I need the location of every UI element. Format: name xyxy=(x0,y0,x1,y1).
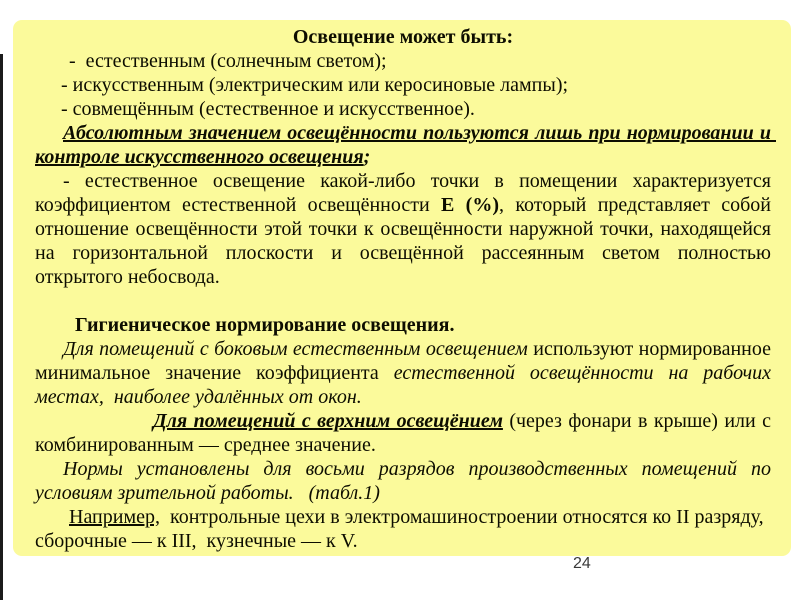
paragraph xyxy=(35,169,776,289)
text-run: Абсолютным значением освещённости пользуются лишь при нормировании и контроле искусственного освещения xyxy=(35,122,776,168)
paragraph xyxy=(35,457,776,505)
slide-title xyxy=(35,25,771,49)
paragraph xyxy=(35,121,776,169)
slide-text-box xyxy=(13,20,791,556)
paragraph xyxy=(35,505,774,553)
paragraph xyxy=(35,49,771,73)
page-number: 24 xyxy=(573,555,591,572)
blank-line xyxy=(35,289,771,313)
text-run: - естественным (солнечным светом); xyxy=(69,50,387,72)
text-run: Гигиеническое нормирование освещения. xyxy=(75,314,455,336)
paragraph xyxy=(35,73,771,97)
text-run: используют нормированное минимальное значение коэффициента xyxy=(35,338,776,384)
text-run: Для помещений с верхним освещёнием xyxy=(153,410,503,432)
text-run: Нормы установлены для восьми разрядов производственных помещений по условиям зрительной работы. (табл.1) xyxy=(35,458,776,504)
paragraph xyxy=(35,337,776,409)
paragraph xyxy=(35,313,771,337)
left-edge-line xyxy=(0,54,3,600)
text-run: Е (%) xyxy=(441,194,499,216)
text-run: (через фонари в крыше) или с комбинированным — среднее значение. xyxy=(35,410,776,456)
text-run: , который представляет собой отношение освещённости этой точки к освещённости наружной точки, находящейся на горизонтальной плоскости и освещённой рассеянным светом полностью открытого небосвода. xyxy=(35,194,776,288)
text-run: контрольные цехи в электромашиностроении относятся ко II разряду, сборочные — к III, кузнечные — к V. xyxy=(35,506,774,552)
text-run: ; xyxy=(363,146,371,168)
text-run: естественной освещённости на рабочих местах, наиболее удалённых от окон. xyxy=(35,362,776,408)
text-run: Например, xyxy=(69,506,160,528)
text-run: - естественное освещение какой-либо точки в помещении характеризуется коэффициентом естественной освещённости xyxy=(35,170,776,216)
text-run: Освещение может быть: xyxy=(292,26,514,48)
text-run: - искусственным (электрическим или керосиновые лампы); xyxy=(61,74,569,96)
text-run: - совмещённым (естественное и искусственное). xyxy=(61,98,475,120)
paragraph xyxy=(35,97,771,121)
paragraph xyxy=(35,409,776,457)
text-run: Для помещений с боковым естественным освещением xyxy=(63,338,534,360)
